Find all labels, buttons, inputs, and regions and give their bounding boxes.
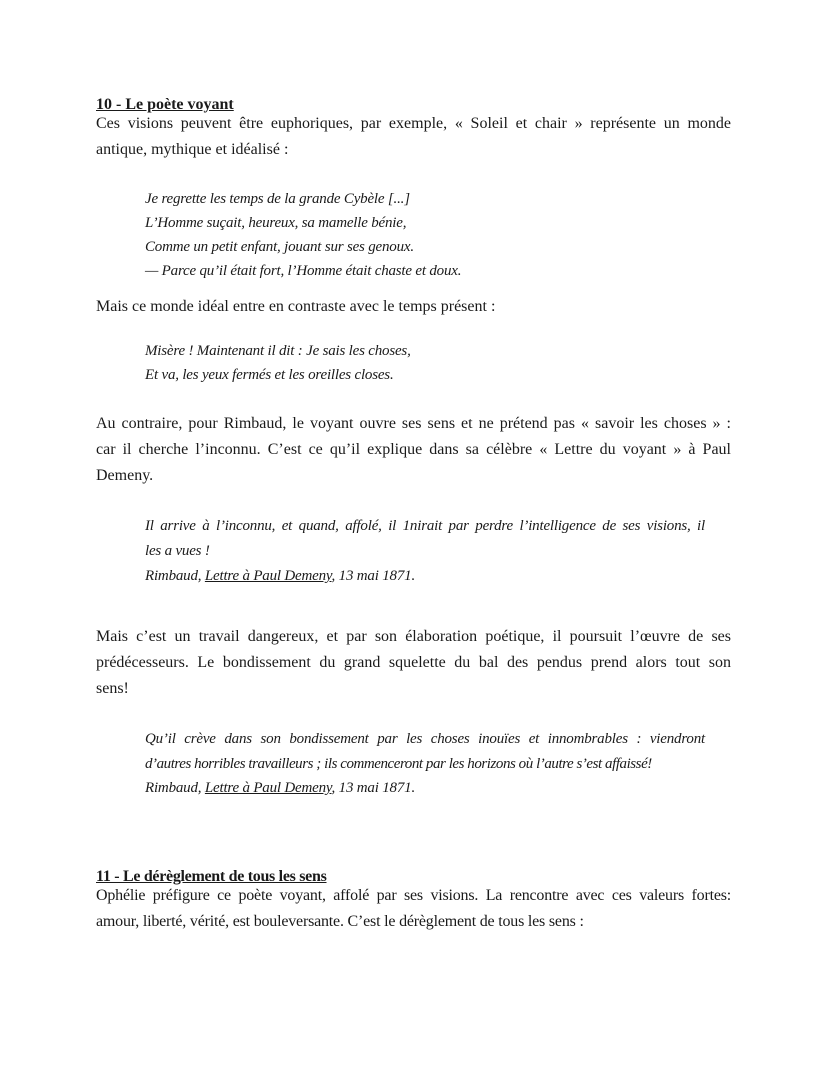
paragraph-contrast: Mais ce monde idéal entre en contraste avec le temps présent : — [96, 298, 496, 315]
paragraph-line: car il cherche l’inconnu. C’est ce qu’il explique dans sa célèbre « Lettre du voyant » à Paul — [96, 441, 731, 458]
quote-line: d’autres horribles travailleurs ; ils commenceront par les horizons où l’autre s’est affaissé! — [145, 756, 652, 772]
paragraph-line: Au contraire, pour Rimbaud, le voyant ouvre ses sens et ne prétend pas « savoir les choses » : — [96, 415, 731, 432]
intro-line-1: Ophélie préfigure ce poète voyant, affolé par ses visions. La rencontre avec ces valeurs fortes: — [96, 887, 731, 904]
quote-line: Je regrette les temps de la grande Cybèle [...] — [145, 191, 410, 207]
quote-line: les a vues ! — [145, 543, 210, 559]
paragraph-line: Mais c’est un travail dangereux, et par son élaboration poétique, il poursuit l’œuvre de ses — [96, 628, 731, 645]
citation — [145, 566, 415, 586]
section-heading-10: 10 - Le poète voyant — [96, 96, 234, 113]
citation-author: Rimbaud, — [145, 780, 205, 796]
paragraph-line: sens! — [96, 680, 129, 697]
paragraph-line: prédécesseurs. Le bondissement du grand squelette du bal des pendus prend alors tout son — [96, 654, 731, 671]
section-heading-11: 11 - Le dérèglement de tous les sens — [96, 868, 327, 885]
citation-work: Lettre à Paul Demeny — [204, 568, 332, 584]
quote-line: Et va, les yeux fermés et les oreilles closes. — [145, 367, 394, 383]
citation-date: , 13 mai 1871. — [331, 568, 415, 584]
quote-line: Qu’il crève dans son bondissement par les choses inouïes et innombrables : viendront — [145, 731, 705, 747]
quote-line: Misère ! Maintenant il dit : Je sais les choses, — [145, 343, 411, 359]
quote-line: Comme un petit enfant, jouant sur ses genoux. — [145, 239, 414, 255]
citation-author: Rimbaud, — [145, 568, 205, 584]
intro-line-1: Ces visions peuvent être euphoriques, par exemple, « Soleil et chair » représente un monde — [96, 115, 731, 132]
quote-line: — Parce qu’il était fort, l’Homme était chaste et doux. — [145, 263, 462, 279]
intro-line-2: antique, mythique et idéalisé : — [96, 141, 289, 158]
citation — [145, 778, 415, 798]
quote-line: L’Homme suçait, heureux, sa mamelle bénie, — [145, 215, 407, 231]
citation-date: , 13 mai 1871. — [331, 780, 415, 796]
citation-work: Lettre à Paul Demeny — [204, 780, 332, 796]
intro-line-2: amour, liberté, vérité, est bouleversante. C’est le dérèglement de tous les sens : — [96, 913, 584, 930]
paragraph-line: Demeny. — [96, 467, 154, 484]
quote-line: Il arrive à l’inconnu, et quand, affolé, il 1nirait par perdre l’intelligence de ses visions, il — [145, 518, 705, 534]
